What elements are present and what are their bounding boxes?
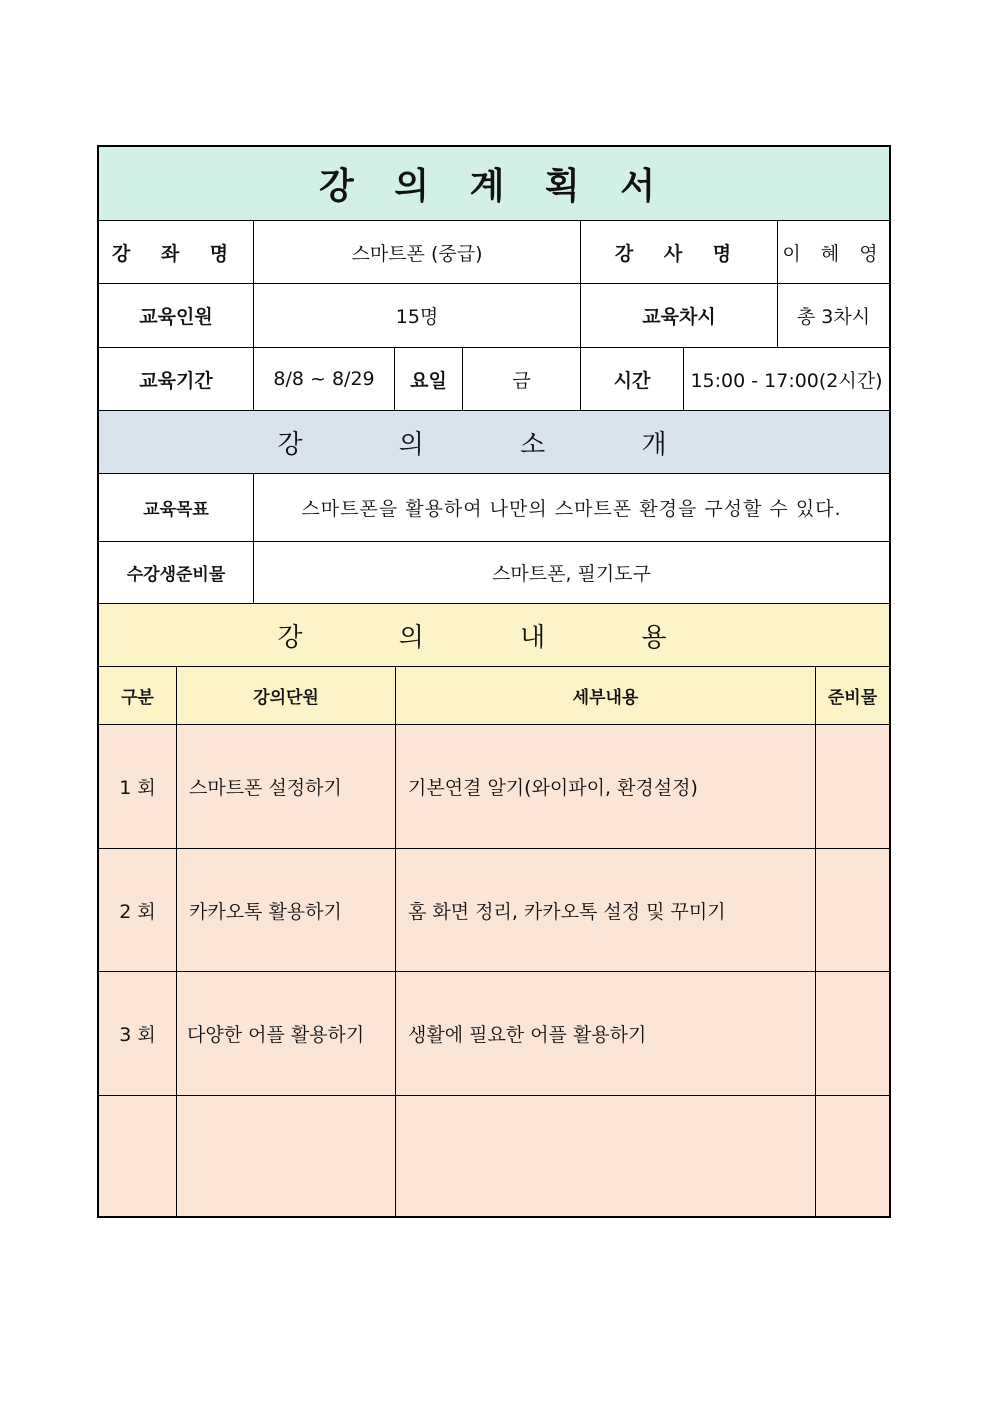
period-label: 교육기간 [99,348,254,410]
unit-cell: 스마트폰 설정하기 [177,725,396,848]
detail-cell: 홈 화면 정리, 카카오톡 설정 및 꾸미기 [396,849,816,971]
content-heading: 강 의 내 용 [99,604,889,666]
session-cell: 1 회 [99,725,177,848]
enrollment-label: 교육인원 [99,284,254,347]
enrollment-row [99,284,889,348]
materials-label: 수강생준비물 [99,542,254,603]
column-header-unit: 강의단원 [177,667,396,724]
course-value: 스마트폰 (중급) [254,221,581,283]
course-label: 강 좌 명 [99,221,254,283]
table-row [99,1096,889,1216]
sessions-value: 총 3차시 [796,306,871,328]
period-value: 8/8 ~ 8/29 [254,348,395,410]
goal-label: 교육목표 [99,474,254,541]
session-cell [99,1096,177,1216]
materials-cell [816,972,889,1095]
materials-row [99,542,889,604]
unit-cell: 다양한 어플 활용하기 [177,972,396,1095]
title-row [99,147,889,221]
materials-value: 스마트폰, 필기도구 [492,563,651,585]
goal-row [99,474,889,542]
session-cell: 2 회 [99,849,177,971]
course-row [99,221,889,284]
intro-heading-row [99,411,889,474]
unit-cell [177,1096,396,1216]
column-header-materials: 준비물 [816,667,889,724]
day-value: 금 [463,348,581,410]
materials-cell [816,725,889,848]
content-heading-row [99,604,889,667]
intro-heading: 강 의 소 개 [99,411,889,473]
time-label: 시간 [581,348,684,410]
table-row [99,849,889,972]
instructor-label: 강 사 명 [581,221,778,283]
sessions-label: 교육차시 [581,284,778,347]
lecture-plan-document [97,145,891,1218]
goal-value: 스마트폰을 활용하여 나만의 스마트폰 환경을 구성할 수 있다. [301,498,842,520]
column-header-session: 구분 [99,667,177,724]
instructor-value: 이 혜 영 [782,242,885,265]
detail-cell: 생활에 필요한 어플 활용하기 [396,972,816,1095]
time-value: 15:00 - 17:00(2시간) [690,369,883,392]
document-title: 강 의 계 획 서 [99,147,889,220]
enrollment-value: 15명 [254,284,581,347]
period-row [99,348,889,411]
detail-cell: 기본연결 알기(와이파이, 환경설정) [396,725,816,848]
content-header-row [99,667,889,725]
table-row [99,725,889,849]
unit-cell: 카카오톡 활용하기 [177,849,396,971]
detail-cell [396,1096,816,1216]
day-label: 요일 [395,348,463,410]
column-header-detail: 세부내용 [396,667,816,724]
materials-cell [816,849,889,971]
materials-cell [816,1096,889,1216]
session-cell: 3 회 [99,972,177,1095]
table-row [99,972,889,1096]
